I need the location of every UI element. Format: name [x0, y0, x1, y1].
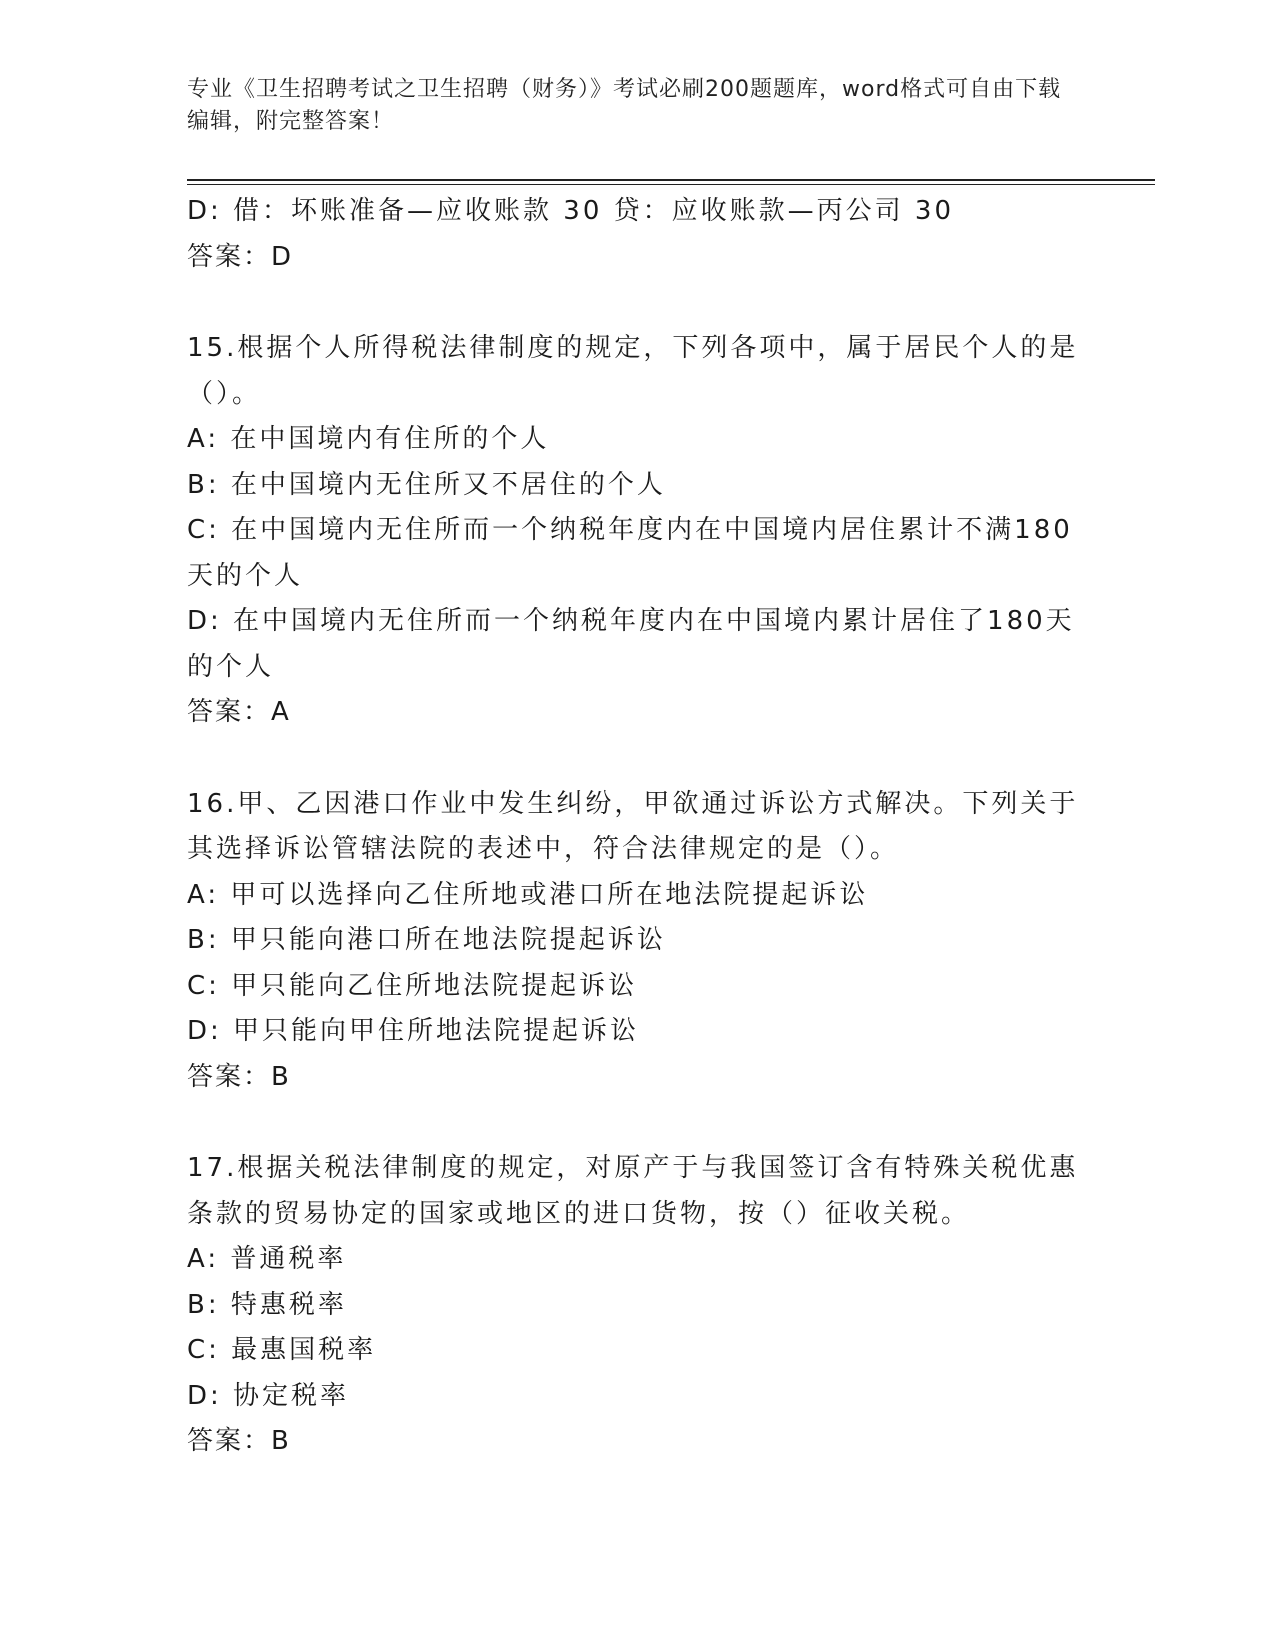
answer-line: 答案：A [187, 697, 291, 727]
option-d: D: 借：坏账准备—应收账款 30 贷：应收账款—丙公司 30 [187, 196, 955, 226]
question-stem: 17.根据关税法律制度的规定，对原产于与我国签订含有特殊关税优惠条款的贸易协定的国家或地区的进口货物，按（）征收关税。 [187, 1153, 1079, 1229]
option-b: B: 甲只能向港口所在地法院提起诉讼 [187, 925, 666, 955]
document-header: 专业《卫生招聘考试之卫生招聘（财务）》考试必刷200题题库，word格式可自由下载编辑，附完整答案！ [187, 77, 1062, 134]
carryover-block [187, 189, 1087, 280]
option-c: C: 甲只能向乙住所地法院提起诉讼 [187, 970, 638, 1001]
option-a: A: 普通税率 [187, 1244, 347, 1274]
question-stem: 15.根据个人所得税法律制度的规定，下列各项中，属于居民个人的是（）。 [187, 333, 1079, 409]
document-body [187, 189, 1087, 1465]
option-d: D: 甲只能向甲住所地法院提起诉讼 [187, 1016, 640, 1046]
option-b: B: 在中国境内无住所又不居住的个人 [187, 469, 666, 500]
question-16 [187, 782, 1087, 1101]
answer-line: 答案：B [187, 1426, 291, 1456]
option-d: D: 在中国境内无住所而一个纳税年度内在中国境内累计居住了180天的个人 [187, 606, 1075, 682]
answer-line: 答案：B [187, 1061, 291, 1092]
header-rule-thin [187, 184, 1155, 185]
option-a: A: 在中国境内有住所的个人 [187, 424, 550, 454]
option-c: C: 在中国境内无住所而一个纳税年度内在中国境内居住累计不满180天的个人 [187, 515, 1073, 591]
option-b: B: 特惠税率 [187, 1289, 347, 1320]
header-rule-thick [187, 179, 1155, 181]
option-a: A: 甲可以选择向乙住所地或港口所在地法院提起诉讼 [187, 879, 869, 910]
question-15 [187, 326, 1087, 736]
question-17 [187, 1146, 1087, 1465]
option-c: C: 最惠国税率 [187, 1335, 377, 1365]
answer-line: 答案：D [187, 241, 294, 272]
option-d: D: 协定税率 [187, 1380, 350, 1411]
question-stem: 16.甲、乙因港口作业中发生纠纷，甲欲通过诉讼方式解决。下列关于其选择诉讼管辖法院的表述中，符合法律规定的是（）。 [187, 788, 1079, 864]
